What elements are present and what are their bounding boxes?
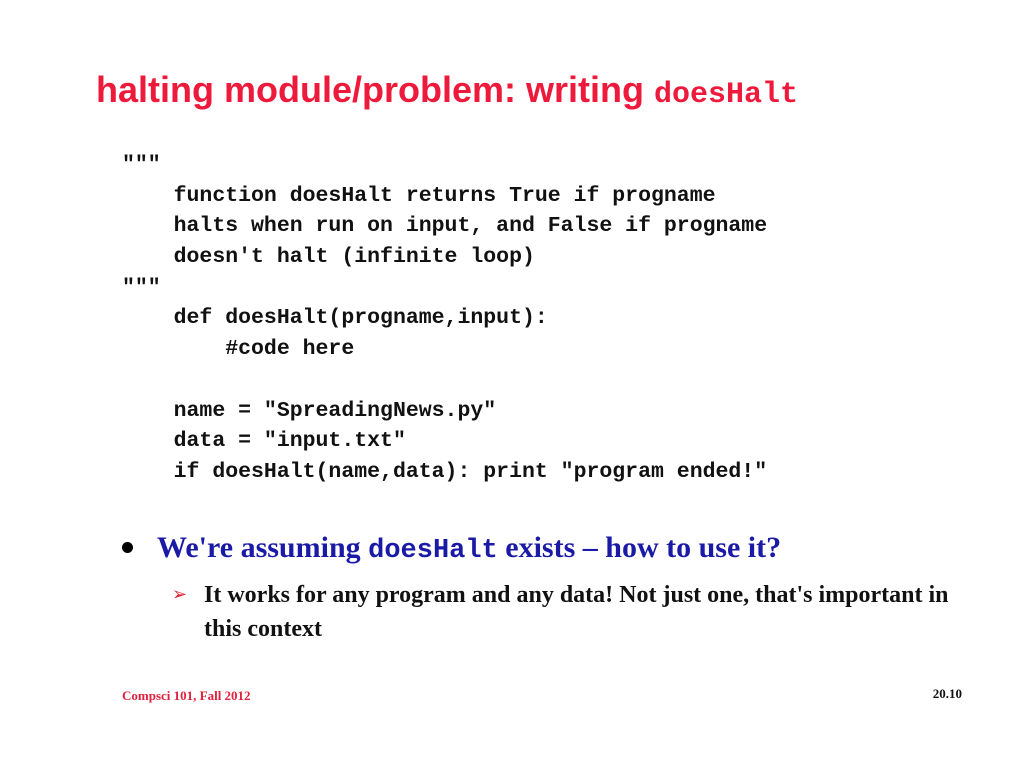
code-line: halts when run on input, and False if progname — [122, 214, 768, 239]
code-line: def doesHalt(progname,input): — [122, 306, 548, 331]
bullet-level1-text-after: exists – how to use it? — [497, 531, 782, 564]
code-line: name = "SpreadingNews.py" — [122, 398, 497, 423]
code-line: """ — [122, 275, 161, 300]
code-line: data = "input.txt" — [122, 429, 406, 454]
slide-title-code: doesHalt — [653, 78, 799, 112]
bullet-level2-text: It works for any program and any data! Not just one, that's important in this context — [204, 582, 949, 642]
slide-title-text: halting module/problem: writing — [96, 69, 654, 110]
code-line: """ — [122, 153, 161, 177]
arrowhead-right-icon: ➢ — [172, 584, 188, 605]
footer-course: Compsci 101, Fall 2012 — [122, 688, 251, 703]
slide-title — [96, 68, 798, 117]
code-line: function doesHalt returns True if progname — [122, 183, 716, 208]
code-line — [122, 365, 767, 396]
footer-slide-number: 20.10 — [932, 686, 962, 701]
bullet-level2 — [172, 578, 972, 646]
bullet-level1-code: doesHalt — [368, 536, 498, 566]
code-line: #code here — [122, 337, 355, 362]
bullet-level1 — [122, 528, 781, 571]
code-block — [122, 150, 767, 488]
bullet-dot-icon — [122, 542, 133, 553]
code-line: doesn't halt (infinite loop) — [122, 245, 535, 270]
code-line: if doesHalt(name,data): print "program ended!" — [122, 459, 768, 484]
bullet-level1-text-before: We're assuming — [157, 531, 369, 564]
